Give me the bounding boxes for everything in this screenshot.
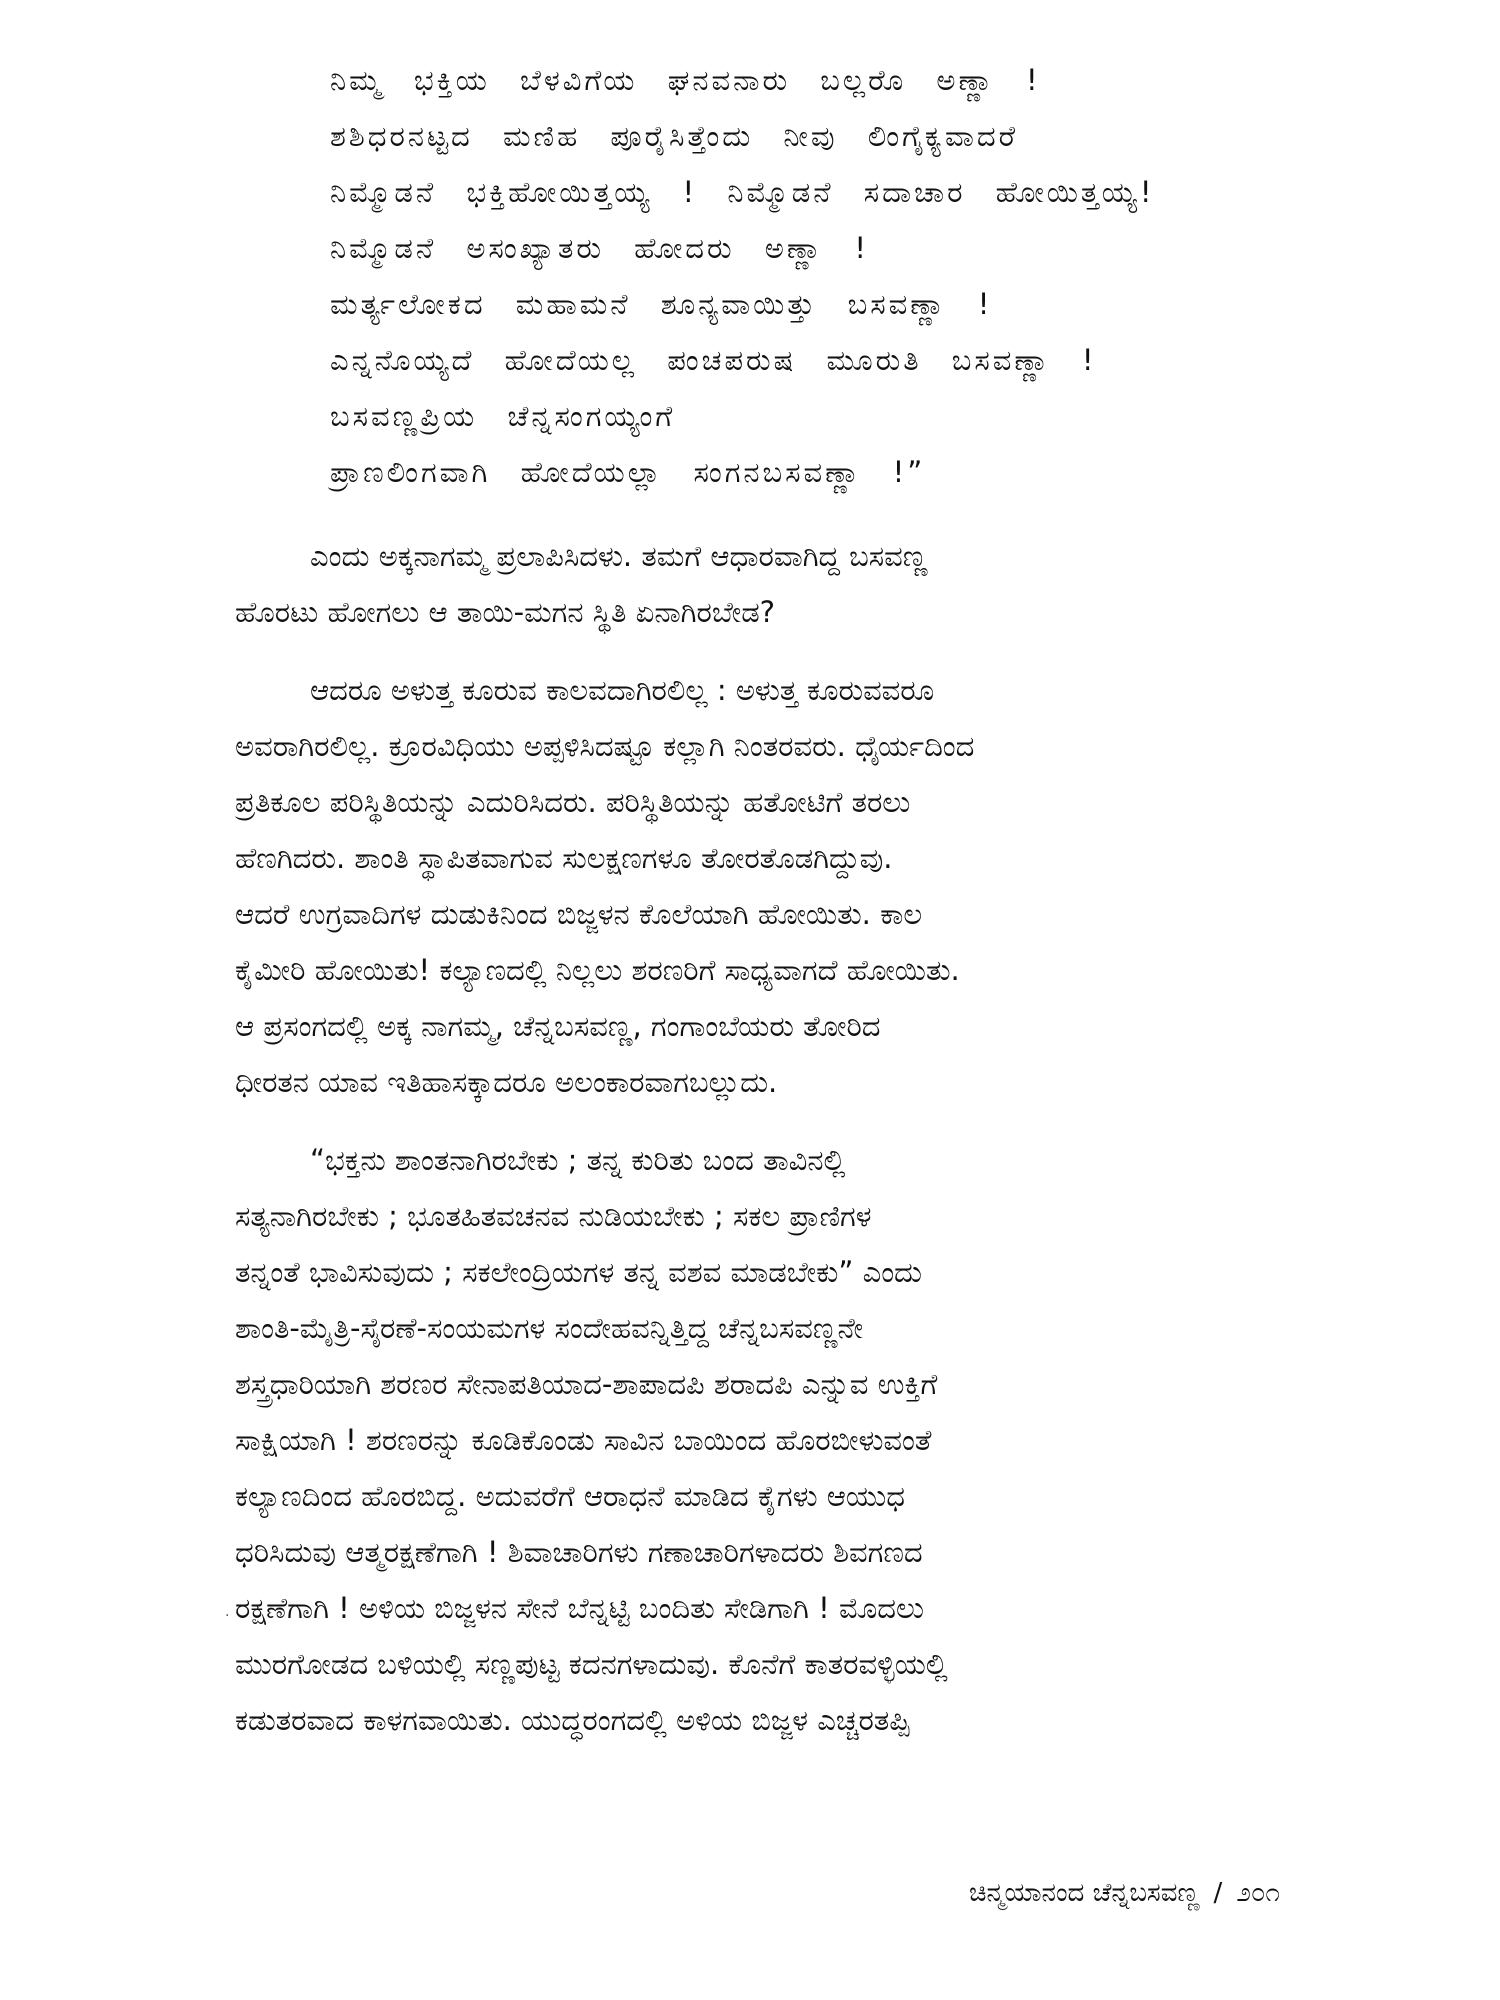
paragraph-devotee — [235, 1132, 1283, 1748]
paragraph-line: ಶಸ್ತ್ರಧಾರಿಯಾಗಿ ಶರಣರ ಸೇನಾಪತಿಯಾದ-ಶಾಪಾದಪಿ ಶರಾದಪಿ ಎನ್ನುವ ಉಕ್ತಿಗೆ — [235, 1367, 938, 1401]
paragraph-line: “ಭಕ್ತನು ಶಾಂತನಾಗಿರಬೇಕು ; ತನ್ನ ಕುರಿತು ಬಂದ ತಾವಿನಲ್ಲಿ — [310, 1143, 846, 1177]
paragraph-line: ಧರಿಸಿದುವು ಆತ್ಮರಕ್ಷಣೆಗಾಗಿ ! ಶಿವಾಚಾರಿಗಳು ಗಣಾಚಾರಿಗಳಾದರು ಶಿವಗಣದ — [235, 1535, 923, 1569]
paragraph-lament — [235, 528, 1283, 640]
paragraph-line: ಕಲ್ಯಾಣದಿಂದ ಹೊರಬಿದ್ದ. ಅದುವರೆಗೆ ಆರಾಧನೆ ಮಾಡಿದ ಕೈಗಳು ಆಯುಧ — [235, 1479, 905, 1513]
verse-line: ನಿಮ್ಮೊಡನೆ ಭಕ್ತಿಹೋಯಿತ್ತಯ್ಯ ! ನಿಮ್ಮೊಡನೆ ಸದಾಚಾರ ಹೋಯಿತ್ತಯ್ಯ! — [330, 175, 1155, 209]
paragraph-line: ಧೀರತನ ಯಾವ ಇತಿಹಾಸಕ್ಕಾದರೂ ಅಲಂಕಾರವಾಗಬಲ್ಲುದು. — [235, 1065, 778, 1099]
paragraph-line: ಅವರಾಗಿರಲಿಲ್ಲ. ಕ್ರೂರವಿಧಿಯು ಅಪ್ಪಳಿಸಿದಷ್ಟೂ ಕಲ್ಲಾಗಿ ನಿಂತರವರು. ಧೈರ್ಯದಿಂದ — [235, 729, 975, 763]
verse-line: ನಿಮ್ಮ ಭಕ್ತಿಯ ಬೆಳವಿಗೆಯ ಘನವನಾರು ಬಲ್ಲರೊ ಅಣ್ಣಾ ! — [330, 63, 1041, 97]
paragraph-line: ಎಂದು ಅಕ್ಕನಾಗಮ್ಮ ಪ್ರಲಾಪಿಸಿದಳು. ತಮಗೆ ಆಧಾರವಾಗಿದ್ದ ಬಸವಣ್ಣ — [310, 539, 928, 573]
book-title: ಚಿನ್ಮಯಾನಂದ ಚೆನ್ನಬಸವಣ್ಣ — [969, 1878, 1200, 1908]
paragraph-line: ಪ್ರತಿಕೂಲ ಪರಿಸ್ಥಿತಿಯನ್ನು ಎದುರಿಸಿದರು. ಪರಿಸ್ಥಿತಿಯನ್ನು ಹತೋಟಿಗೆ ತರಲು — [235, 785, 911, 819]
footer-separator: / — [1213, 1878, 1223, 1908]
verse-line: ಶಶಿಧರನಟ್ಟದ ಮಣಿಹ ಪೂರೈಸಿತ್ತೆಂದು ನೀವು ಲಿಂಗೈಕ್ಯವಾದರೆ — [330, 119, 1019, 153]
paragraph-line: ಆ ಪ್ರಸಂಗದಲ್ಲಿ ಅಕ್ಕ ನಾಗಮ್ಮ, ಚೆನ್ನಬಸವಣ್ಣ, ಗಂಗಾಂಬೆಯರು ತೋರಿದ — [235, 1009, 881, 1043]
paragraph-line: ಸತ್ಯನಾಗಿರಬೇಕು ; ಭೂತಹಿತವಚನವ ನುಡಿಯಬೇಕು ; ಸಕಲ ಪ್ರಾಣಿಗಳ — [235, 1199, 872, 1233]
paragraph-line: ರಕ್ಷಣೆಗಾಗಿ ! ಅಳಿಯ ಬಿಜ್ಜಳನ ಸೇನೆ ಬೆನ್ನಟ್ಟಿ ಬಂದಿತು ಸೇಡಿಗಾಗಿ ! ಮೊದಲು — [235, 1591, 925, 1625]
paragraph-line: ಕೈಮೀರಿ ಹೋಯಿತು! ಕಲ್ಯಾಣದಲ್ಲಿ ನಿಲ್ಲಲು ಶರಣರಿಗೆ ಸಾಧ್ಯವಾಗದೆ ಹೋಯಿತು. — [235, 953, 960, 987]
paragraph-line: ಆದರೆ ಉಗ್ರವಾದಿಗಳ ದುಡುಕಿನಿಂದ ಬಿಜ್ಜಳನ ಕೊಲೆಯಾಗಿ ಹೋಯಿತು. ಕಾಲ — [235, 897, 923, 931]
paragraph-line: ಮುರಗೋಡದ ಬಳಿಯಲ್ಲಿ ಸಣ್ಣಪುಟ್ಟ ಕದನಗಳಾದುವು. ಕೊನೆಗೆ ಕಾತರವಳ್ಳಿಯಲ್ಲಿ — [235, 1647, 948, 1681]
verse-line: ನಿಮ್ಮೊಡನೆ ಅಸಂಖ್ಯಾತರು ಹೋದರು ಅಣ್ಣಾ ! — [330, 231, 870, 265]
paragraph-line: ಶಾಂತಿ-ಮೈತ್ರಿ-ಸೈರಣೆ-ಸಂಯಮಗಳ ಸಂದೇಹವನ್ನಿತ್ತಿದ್ದ ಚೆನ್ನಬಸವಣ್ಣನೇ — [235, 1311, 864, 1345]
paragraph-courage — [235, 662, 1283, 1110]
page-number: ೨೦೧ — [1236, 1878, 1280, 1908]
verse-line: ಎನ್ನನೊಯ್ಯದೆ ಹೋದೆಯಲ್ಲ ಪಂಚಪರುಷ ಮೂರುತಿ ಬಸವಣ್ಣಾ ! — [330, 343, 1097, 377]
page-footer — [969, 1878, 1280, 1909]
verse-line: ಬಸವಣ್ಣಪ್ರಿಯ ಚೆನ್ನಸಂಗಯ್ಯಂಗೆ — [330, 399, 676, 433]
paragraph-line: ತನ್ನಂತೆ ಭಾವಿಸುವುದು ; ಸಕಲೇಂದ್ರಿಯಗಳ ತನ್ನ ವಶವ ಮಾಡಬೇಕು” ಎಂದು — [235, 1255, 923, 1289]
paragraph-line: ಸಾಕ್ಷಿಯಾಗಿ ! ಶರಣರನ್ನು ಕೂಡಿಕೊಂಡು ಸಾವಿನ ಬಾಯಿಂದ ಹೊರಬೀಳುವಂತೆ — [235, 1423, 932, 1457]
verse-line: ಪ್ರಾಣಲಿಂಗವಾಗಿ ಹೋದೆಯಲ್ಲಾ ಸಂಗನಬಸವಣ್ಣಾ !” — [330, 455, 926, 489]
paragraph-line: ಆದರೂ ಅಳುತ್ತ ಕೂರುವ ಕಾಲವದಾಗಿರಲಿಲ್ಲ : ಅಳುತ್ತ ಕೂರುವವರೂ — [310, 673, 935, 707]
paragraph-line: ಹೆಣಗಿದರು. ಶಾಂತಿ ಸ್ಥಾಪಿತವಾಗುವ ಸುಲಕ್ಷಣಗಳೂ ತೋರತೊಡಗಿದ್ದುವು. — [235, 841, 893, 875]
paragraph-line: ಕಡುತರವಾದ ಕಾಳಗವಾಯಿತು. ಯುದ್ಧರಂಗದಲ್ಲಿ ಅಳಿಯ ಬಿಜ್ಜಳ ಎಚ್ಚರತಪ್ಪಿ — [235, 1703, 911, 1737]
margin-mark: · — [225, 1608, 230, 1624]
paragraph-line: ಹೊರಟು ಹೋಗಲು ಆ ತಾಯಿ-ಮಗನ ಸ್ಥಿತಿ ಏನಾಗಿರಬೇಡ? — [235, 595, 776, 629]
verse-line: ಮರ್ತ್ಯಲೋಕದ ಮಹಾಮನೆ ಶೂನ್ಯವಾಯಿತ್ತು ಬಸವಣ್ಣಾ ! — [330, 287, 993, 321]
vachana-verse — [330, 52, 1330, 500]
